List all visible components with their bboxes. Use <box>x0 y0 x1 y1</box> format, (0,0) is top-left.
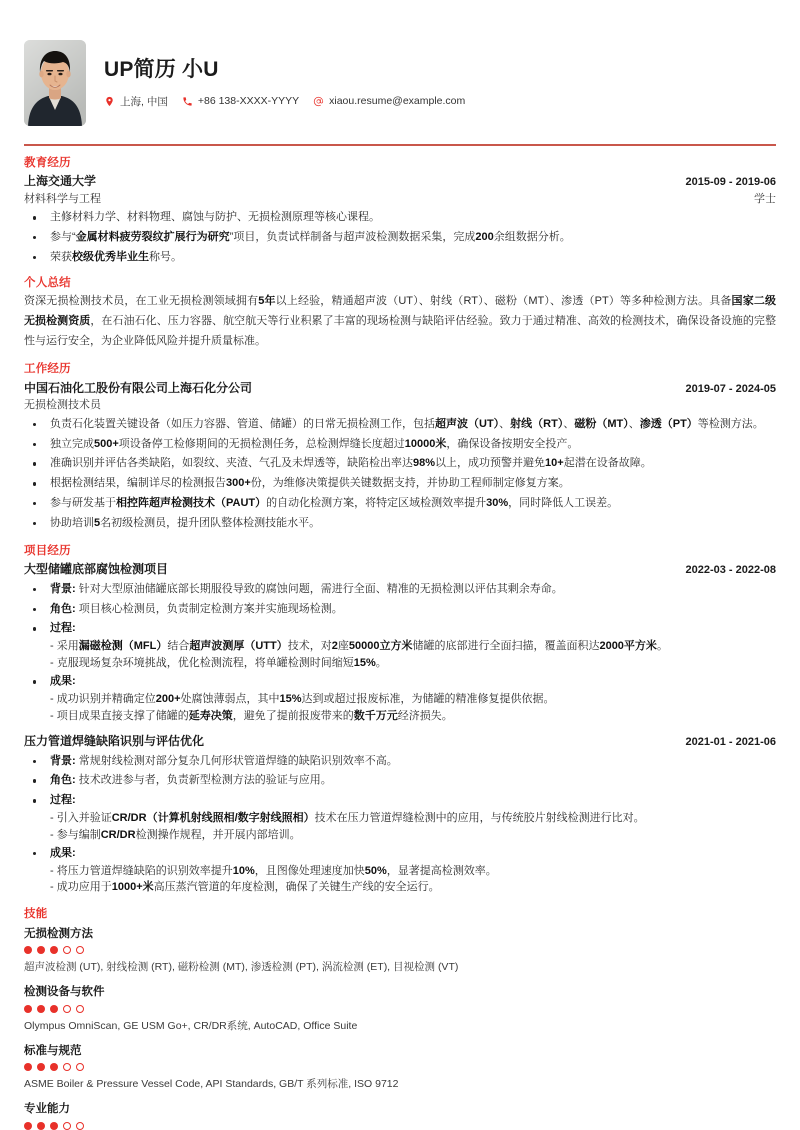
rating-dot-filled <box>50 1122 58 1130</box>
page-title: UP简历 小U <box>104 58 219 82</box>
skill-rating <box>24 1063 776 1071</box>
rating-dot-empty <box>63 1005 71 1013</box>
project-item-label: 过程: <box>50 794 76 807</box>
project-name: 压力管道焊缝缺陷识别与评估优化 <box>24 734 205 749</box>
skill-description: 超声波检测 (UT), 射线检测 (RT), 磁粉检测 (MT), 渗透检测 (PT), 涡流检测 (ET), 目视检测 (VT) <box>24 960 459 973</box>
section-title-skills: 技能 <box>24 907 48 920</box>
rating-dot-filled <box>37 1122 45 1130</box>
rating-dot-filled <box>37 946 45 954</box>
project-item-text: 技术改进参与者，负责新型检测方法的验证与应用。 <box>78 774 332 787</box>
project-sub-line: - 成功识别并精确定位200+处腐蚀薄弱点，其中15%达到或超过报废标准，为储罐的精准修复提供依据。 <box>50 693 555 706</box>
list-item <box>24 792 776 843</box>
education-major: 材料科学与工程 <box>24 192 101 205</box>
education-school: 上海交通大学 <box>24 174 97 189</box>
rating-dot-empty <box>76 1005 84 1013</box>
section-title-work: 工作经历 <box>24 363 71 376</box>
skill-rating <box>24 1005 776 1013</box>
project-item-text: 针对大型原油储罐底部长期服役导致的腐蚀问题，需进行全面、精准的无损检测以评估其剩余寿命。 <box>78 582 563 595</box>
project-item-label: 背景: <box>50 582 76 595</box>
skill-item <box>24 1100 776 1129</box>
work-company: 中国石油化工股份有限公司上海石化分公司 <box>24 380 253 395</box>
summary-text: 资深无损检测技术员，在工业无损检测领域拥有5年以上经验，精通超声波（UT）、射线（RT）、磁粉（MT）、渗透（PT）等多种检测方法。具备国家二级无损检测资质，在石油石化、压力容器、航空航天等行业积累了丰富的现场检测与缺陷评估经验。致力于通过精准、高效的检测技术，确保设备设施的完整性与运行安全，为企业降低风险并提升质量标准。 <box>24 295 777 347</box>
list-item <box>24 601 776 619</box>
contact-location <box>104 94 168 109</box>
rating-dot-empty <box>76 1122 84 1130</box>
rating-dot-empty <box>63 1122 71 1130</box>
project-sub-line: - 项目成果直接支撑了储罐的延寿决策，避免了提前报废带来的数千万元经济损失。 <box>50 709 453 722</box>
education-degree: 学士 <box>754 192 776 205</box>
project-item-label: 成果: <box>50 847 76 860</box>
section-title-education: 教育经历 <box>24 156 71 169</box>
project-item-label: 角色: <box>50 602 76 615</box>
project-item-label: 角色: <box>50 774 76 787</box>
list-item: 参与“金属材料疲劳裂纹扩展行为研究”项目，负责试样制备与超声波检测数据采集，完成200余组数据分析。 <box>24 229 776 247</box>
rating-dot-empty <box>76 946 84 954</box>
list-item <box>24 620 776 671</box>
contact-email <box>313 95 465 107</box>
rating-dot-filled <box>24 1063 32 1071</box>
contact-phone <box>182 95 299 107</box>
rating-dot-empty <box>63 1063 71 1071</box>
section-title-projects: 项目经历 <box>24 544 71 557</box>
rating-dot-filled <box>50 1005 58 1013</box>
section-work <box>24 361 776 533</box>
list-item: 协助培训5名初级检测员，提升团队整体检测技能水平。 <box>24 515 776 533</box>
skill-rating <box>24 1122 776 1130</box>
education-bullets <box>24 209 776 266</box>
section-projects <box>24 543 776 896</box>
project-sub-line: - 参与编制CR/DR检测操作规程，并开展内部培训。 <box>50 828 301 841</box>
education-entry <box>24 172 776 266</box>
project-items <box>24 753 776 896</box>
education-date: 2015-09 - 2019-06 <box>685 176 776 189</box>
project-sub-line: - 引入并验证CR/DR（计算机射线照相/数字射线照相）技术在压力管道焊缝检测中的应用，与传统胶片射线检测进行比对。 <box>50 812 645 825</box>
work-entry <box>24 379 776 533</box>
work-role: 无损检测技术员 <box>24 399 101 412</box>
list-item: 独立完成500+项设备停工检修期间的无损检测任务，总检测焊缝长度超过10000米，确保设备按期安全投产。 <box>24 436 776 454</box>
email-at-icon <box>313 96 324 107</box>
project-sub-line: - 将压力管道焊缝缺陷的识别效率提升10%，且图像处理速度加快50%，显著提高检测效率。 <box>50 864 497 877</box>
list-item: 根据检测结果，编制详尽的检测报告300+份，为维修决策提供关键数据支持，并协助工程师制定修复方案。 <box>24 475 776 493</box>
section-education <box>24 155 776 267</box>
list-item: 准确识别并评估各类缺陷，如裂纹、夹渣、气孔及未焊透等，缺陷检出率达98%以上，成功预警并避免10+起潜在设备故障。 <box>24 455 776 473</box>
skill-description: Olympus OmniScan, GE USM Go+, CR/DR系统, AutoCAD, Office Suite <box>24 1019 358 1032</box>
header-info <box>104 57 776 108</box>
list-item <box>24 581 776 599</box>
project-sub-line: - 采用漏磁检测（MFL）结合超声波测厚（UTT）技术，对2座50000立方米储罐的底部进行全面扫描，覆盖面积达2000平方米。 <box>50 640 668 653</box>
list-item <box>24 845 776 896</box>
header-divider <box>24 144 776 146</box>
rating-dot-empty <box>63 946 71 954</box>
rating-dot-filled <box>50 1063 58 1071</box>
avatar <box>24 40 86 126</box>
rating-dot-filled <box>24 1005 32 1013</box>
project-entry <box>24 732 776 896</box>
skill-item <box>24 925 776 976</box>
rating-dot-filled <box>24 1122 32 1130</box>
list-item: 参与研发基于相控阵超声检测技术（PAUT）的自动化检测方案，将特定区域检测效率提升30%，同时降低人工误差。 <box>24 495 776 513</box>
section-title-summary: 个人总结 <box>24 276 71 289</box>
rating-dot-filled <box>37 1063 45 1071</box>
work-date: 2019-07 - 2024-05 <box>685 382 776 395</box>
work-bullets <box>24 416 776 533</box>
contact-phone-text: +86 138-XXXX-YYYY <box>197 95 300 108</box>
skill-item <box>24 983 776 1034</box>
list-item: 荣获校级优秀毕业生称号。 <box>24 249 776 267</box>
rating-dot-empty <box>76 1063 84 1071</box>
skill-description: ASME Boiler & Pressure Vessel Code, API Standards, GB/T 系列标准, ISO 9712 <box>24 1078 399 1091</box>
rating-dot-filled <box>24 946 32 954</box>
project-sub-line: - 成功应用于1000+米高压蒸汽管道的年度检测，确保了关键生产线的安全运行。 <box>50 881 440 894</box>
project-date: 2022-03 - 2022-08 <box>685 564 776 577</box>
rating-dot-filled <box>37 1005 45 1013</box>
project-item-text: 常规射线检测对部分复杂几何形状管道焊缝的缺陷识别效率不高。 <box>78 754 398 767</box>
contact-location-text: 上海, 中国 <box>120 95 168 108</box>
location-pin-icon <box>104 96 115 107</box>
resume-header <box>24 0 776 144</box>
phone-icon <box>182 96 193 107</box>
list-item <box>24 772 776 790</box>
list-item <box>24 673 776 724</box>
section-summary <box>24 275 776 351</box>
skill-name: 标准与规范 <box>24 1044 82 1057</box>
rating-dot-filled <box>50 946 58 954</box>
contact-email-text: xiaou.resume@example.com <box>329 95 466 108</box>
skill-name: 无损检测方法 <box>24 927 93 940</box>
section-skills <box>24 906 776 1130</box>
list-item: 负责石化装置关键设备（如压力容器、管道、储罐）的日常无损检测工作，包括超声波（UT）、射线（RT）、磁粉（MT）、渗透（PT）等检测方法。 <box>24 416 776 434</box>
project-item-label: 过程: <box>50 622 76 635</box>
list-item: 主修材料力学、材料物理、腐蚀与防护、无损检测原理等核心课程。 <box>24 209 776 227</box>
skill-item <box>24 1042 776 1093</box>
project-item-label: 背景: <box>50 754 76 767</box>
project-item-text: 项目核心检测员，负责制定检测方案并实施现场检测。 <box>78 602 343 615</box>
project-name: 大型储罐底部腐蚀检测项目 <box>24 562 169 577</box>
project-sub-line: - 克服现场复杂环境挑战，优化检测流程，将单罐检测时间缩短15%。 <box>50 656 387 669</box>
skill-name: 检测设备与软件 <box>24 986 105 999</box>
list-item <box>24 753 776 771</box>
skill-rating <box>24 946 776 954</box>
skill-name: 专业能力 <box>24 1103 70 1116</box>
contact-list <box>104 94 776 109</box>
project-items <box>24 581 776 724</box>
project-item-label: 成果: <box>50 675 76 688</box>
project-date: 2021-01 - 2021-06 <box>685 736 776 749</box>
project-entry <box>24 560 776 724</box>
